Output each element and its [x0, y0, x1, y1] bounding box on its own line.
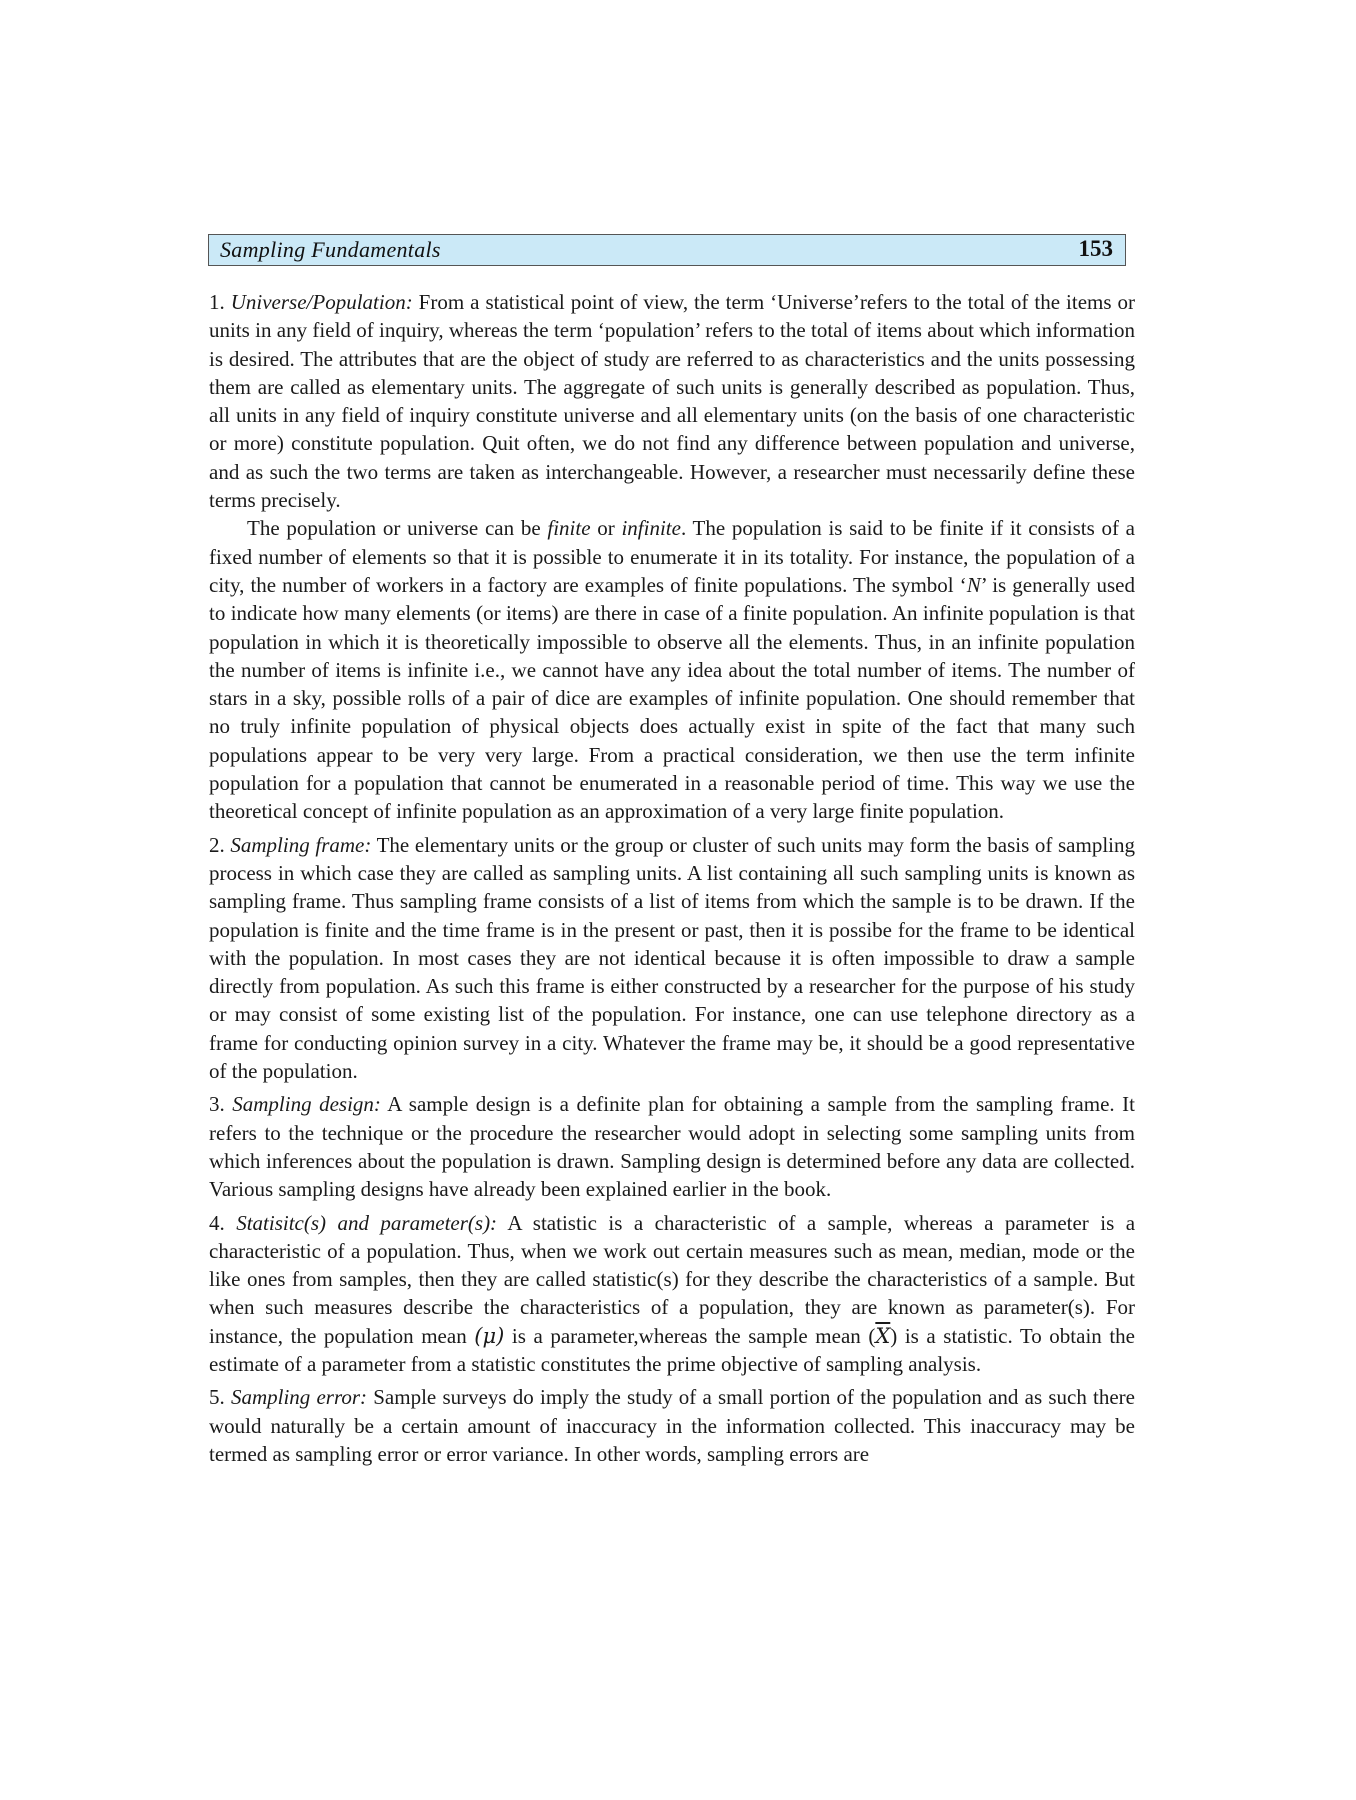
term-sampling-design: Sampling design: — [232, 1092, 381, 1117]
paragraph-universe-population — [209, 288, 1135, 514]
paragraph-text: or — [590, 516, 622, 541]
term-universe-population: Universe/Population: — [230, 290, 413, 314]
symbol-x-bar: $\overline{X}$ — [875, 1323, 891, 1348]
page-number: 153 — [1078, 236, 1113, 261]
paragraph-sampling-design — [209, 1090, 1135, 1203]
body-text — [209, 288, 1135, 1468]
paragraph-finite-infinite — [209, 514, 1135, 825]
item-number: 4. — [209, 1210, 237, 1235]
paragraph-text: The population or universe can be — [247, 516, 548, 541]
paragraph-text: Sample surveys do imply the study of a small portion of the population and as such there would naturally be a certain amount of inaccuracy in the information collected. This inaccuracy may be termed as sampling error or error variance. In other words, sampling errors are — [209, 1385, 1135, 1466]
symbol-n: N — [966, 572, 981, 597]
item-number: 3. — [209, 1092, 233, 1117]
running-header — [208, 234, 1126, 266]
item-number: 1. — [209, 290, 231, 314]
term-infinite: infinite — [621, 516, 681, 541]
paragraph-statistics-parameters — [209, 1209, 1135, 1379]
paragraph-text: ) is a statistic. To obtain the estimate of a parameter from a statistic constitutes the prime objective of sampling analysis. — [209, 1323, 1136, 1376]
paragraph-text: From a statistical point of view, the term ‘Universe’refers to the total of the items or units in any field of inquiry, whereas the term ‘population’ refers to the total of items about which information is desired. The attributes that are the object of study are referred to as characteristics and the units possessing them are called as elementary units. The aggregate of such units is generally described as population. Thus, all units in any field of inquiry constitute universe and all elementary units (on the basis of one characteristic or more) constitute population. Quit often, we do not find any difference between population and universe, and as such the two terms are taken as interchangeable. However, a researcher must necessarily define these terms precisely. — [209, 290, 1135, 513]
chapter-title: Sampling Fundamentals — [220, 237, 441, 262]
term-sampling-frame: Sampling frame: — [230, 832, 372, 857]
paragraph-text: ’ is generally used to indicate how many elements (or items) are there in case of a finite population. An infinite population is that population in which it is theoretically impossible to observe all the elements. Thus, in an infinite population the number of items is infinite i.e., we cannot have any idea about the total number of items. The number of stars in a sky, possible rolls of a pair of dice are examples of infinite population. One should remember that no truly infinite population of physical objects does actually exist in spite of the fact that many such populations appear to be very very large. From a practical consideration, we then use the term infinite population for a population that cannot be enumerated in a reasonable period of time. This way we use the theoretical concept of infinite population as an approximation of a very large finite population. — [209, 572, 1135, 824]
term-statistics-parameters: Statisitc(s) and parameter(s): — [236, 1210, 498, 1235]
paragraph-text: A sample design is a definite plan for obtaining a sample from the sampling frame. It refers to the technique or the procedure the researcher would adopt in selecting some sampling units from which inferences about the population is drawn. Sampling design is determined before any data are collected. Various sampling designs have already been explained earlier in the book. — [209, 1092, 1135, 1202]
paragraph-text: A statistic is a characteristic of a sample, whereas a parameter is a characteristic of a population. Thus, when we work out certain measures such as mean, median, mode or the like ones from samples, then they are called statistic(s) for they describe the characteristics of a sample. But when such measures describe the characteristics of a population, they are known as parameter(s). For instance, the population mean — [209, 1210, 1136, 1348]
item-number: 2. — [209, 832, 231, 857]
paragraph-sampling-frame — [209, 831, 1135, 1086]
item-number: 5. — [209, 1385, 231, 1410]
symbol-mu: (μ) — [474, 1323, 505, 1348]
paragraph-text: . The population is said to be finite if it consists of a fixed number of elements so that it is possible to enumerate it in its totality. For instance, the population of a city, the number of workers in a factory are examples of finite populations. The symbol ‘ — [209, 516, 1135, 597]
paragraph-text: is a parameter,whereas the sample mean ( — [504, 1323, 876, 1348]
term-finite: finite — [547, 516, 591, 541]
paragraph-sampling-error — [209, 1383, 1135, 1468]
paragraph-text: The elementary units or the group or cluster of such units may form the basis of sampling process in which case they are called as sampling units. A list containing all such sampling units is known as sampling frame. Thus sampling frame consists of a list of items from which the sample is to be drawn. If the population is finite and the time frame is in the present or past, then it is possibe for the frame to be identical with the population. In most cases they are not identical because it is often impossible to draw a sample directly from population. As such this frame is either constructed by a researcher for the purpose of his study or may consist of some existing list of the population. For instance, one can use telephone directory as a frame for conducting opinion survey in a city. Whatever the frame may be, it should be a good representative of the population. — [209, 832, 1136, 1084]
term-sampling-error: Sampling error: — [230, 1385, 368, 1410]
